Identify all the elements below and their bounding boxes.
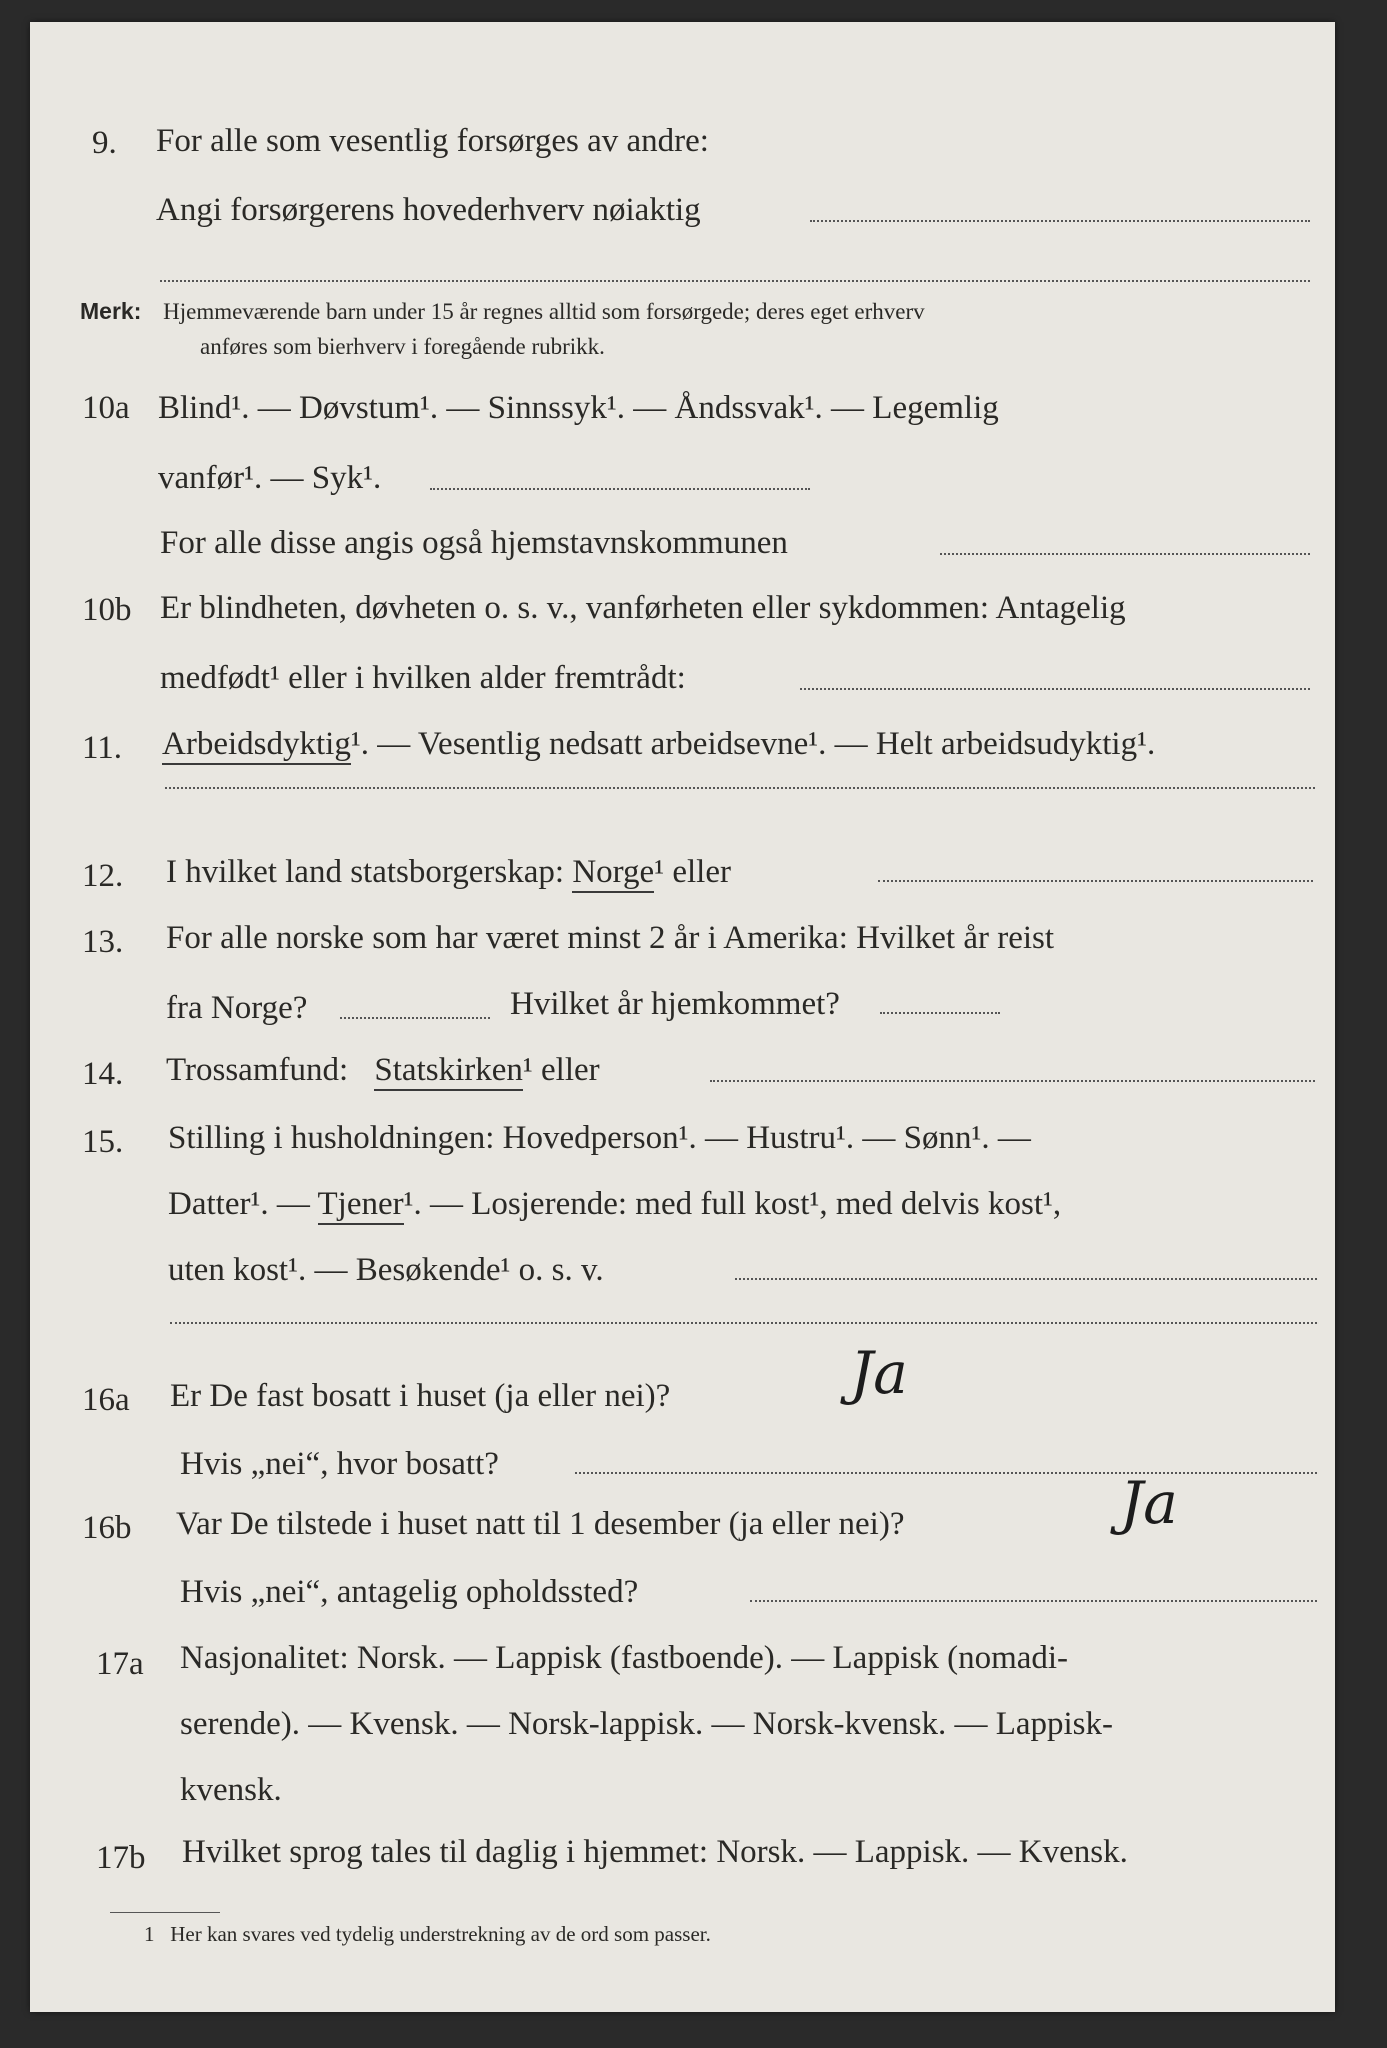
question-9-number: 9. — [92, 125, 117, 161]
question-13-line2b: Hvilket år hjemkommet? — [510, 986, 840, 1022]
question-17b-line1: Hvilket sprog tales til daglig i hjemmet: Norsk. — Lappisk. — Kvensk. — [182, 1834, 1128, 1870]
question-12-number: 12. — [82, 858, 124, 894]
question-10a-line2: vanfør¹. — Syk¹. — [158, 460, 382, 496]
question-17a-number: 17a — [96, 1646, 144, 1682]
question-10a-number: 10a — [82, 390, 130, 426]
question-12-post: ¹ eller — [654, 854, 731, 890]
question-14-number: 14. — [82, 1056, 124, 1092]
note-text-2: anføres som bierhverv i foregående rubrikk. — [200, 333, 605, 359]
answer-line-10b[interactable] — [800, 688, 1310, 690]
question-15-line2 — [168, 1188, 1061, 1221]
question-11-line — [162, 728, 1155, 761]
question-16b-line2: Hvis „nei“, antagelig opholdssted? — [180, 1574, 639, 1610]
answer-line-9b[interactable] — [160, 280, 1310, 282]
footnote-mark: 1 — [144, 1922, 155, 1946]
question-14-post: ¹ eller — [522, 1052, 600, 1088]
question-12-line — [166, 856, 731, 889]
question-13-line2a: fra Norge? — [166, 990, 308, 1026]
question-17a-line3: kvensk. — [180, 1772, 282, 1808]
question-10a-line3: For alle disse angis også hjemstavnskommunen — [160, 525, 788, 561]
question-13-line1: For alle norske som har været minst 2 år i Amerika: Hvilket år reist — [166, 920, 1055, 956]
question-9-line2: Angi forsørgerens hovederhverv nøiaktig — [156, 192, 701, 228]
question-15-line2a: Datter¹. — — [168, 1186, 310, 1222]
answer-line-10a-syk[interactable] — [430, 488, 810, 490]
answer-line-13-reist[interactable] — [340, 1017, 490, 1019]
question-17a-line2: serende). — Kvensk. — Norsk-lappisk. — Norsk-kvensk. — Lappisk- — [180, 1706, 1114, 1742]
answer-line-12[interactable] — [878, 880, 1313, 882]
question-10a-line1: Blind¹. — Døvstum¹. — Sinnssyk¹. — Åndssvak¹. — Legemlig — [158, 390, 999, 426]
question-15-line2b: ¹. — Losjerende: med full kost¹, med delvis kost¹, — [403, 1186, 1062, 1222]
answer-line-11[interactable] — [165, 787, 1315, 789]
option-statskirken-underlined: Statskirken — [374, 1052, 522, 1091]
answer-line-15b[interactable] — [170, 1322, 1317, 1324]
answer-line-13-hjemkommet[interactable] — [880, 1012, 1000, 1014]
answer-line-16b[interactable] — [750, 1600, 1317, 1602]
handwritten-answer-16a: Ja — [850, 1339, 908, 1407]
question-14-line — [166, 1054, 600, 1087]
footnote — [144, 1922, 711, 1947]
answer-line-15a[interactable] — [735, 1278, 1317, 1280]
question-10b-line2: medfødt¹ eller i hvilken alder fremtrådt: — [160, 660, 686, 696]
option-tjener-underlined: Tjener — [318, 1186, 404, 1225]
question-17a-line1: Nasjonalitet: Norsk. — Lappisk (fastboende). — Lappisk (nomadi- — [180, 1640, 1069, 1676]
question-13-number: 13. — [82, 924, 124, 960]
question-10b-number: 10b — [82, 592, 132, 628]
question-14-pre: Trossamfund: — [166, 1052, 349, 1088]
question-16a-number: 16a — [82, 1382, 130, 1418]
answer-line-14[interactable] — [710, 1080, 1315, 1082]
question-11-number: 11. — [82, 730, 123, 766]
census-form-page — [30, 22, 1335, 2012]
note-block — [80, 294, 1310, 364]
footnote-rule — [110, 1912, 220, 1913]
question-10b-line1: Er blindheten, døvheten o. s. v., vanførheten eller sykdommen: Antagelig — [160, 590, 1126, 626]
question-11-rest: ¹. — Vesentlig nedsatt arbeidsevne¹. — Helt arbeidsudyktig¹. — [350, 726, 1156, 762]
question-16a-line1: Er De fast bosatt i huset (ja eller nei)? — [170, 1378, 671, 1414]
question-15-number: 15. — [82, 1124, 124, 1160]
question-16b-number: 16b — [82, 1510, 132, 1546]
question-15-line1: Stilling i husholdningen: Hovedperson¹. — Hustru¹. — Sønn¹. — — [168, 1120, 1031, 1156]
option-norge-underlined: Norge — [572, 854, 654, 893]
question-16a-line2: Hvis „nei“, hvor bosatt? — [180, 1446, 499, 1482]
option-arbeidsdyktig-underlined: Arbeidsdyktig — [162, 726, 351, 765]
answer-line-9a[interactable] — [810, 220, 1310, 222]
answer-line-16a[interactable] — [575, 1472, 1317, 1474]
handwritten-answer-16b: Ja — [1120, 1469, 1178, 1537]
question-17b-number: 17b — [96, 1840, 146, 1876]
question-12-pre: I hvilket land statsborgerskap: — [166, 854, 565, 890]
note-label: Merk: — [80, 298, 142, 324]
answer-line-10a-kommune[interactable] — [940, 553, 1310, 555]
question-16b-line1: Var De tilstede i huset natt til 1 desember (ja eller nei)? — [176, 1506, 905, 1542]
question-15-line3: uten kost¹. — Besøkende¹ o. s. v. — [168, 1252, 604, 1288]
note-text-1: Hjemmeværende barn under 15 år regnes alltid som forsørgede; deres eget erhverv — [163, 299, 925, 324]
footnote-text: Her kan svares ved tydelig understrekning av de ord som passer. — [170, 1922, 711, 1946]
question-9-line1: For alle som vesentlig forsørges av andre: — [156, 123, 709, 159]
